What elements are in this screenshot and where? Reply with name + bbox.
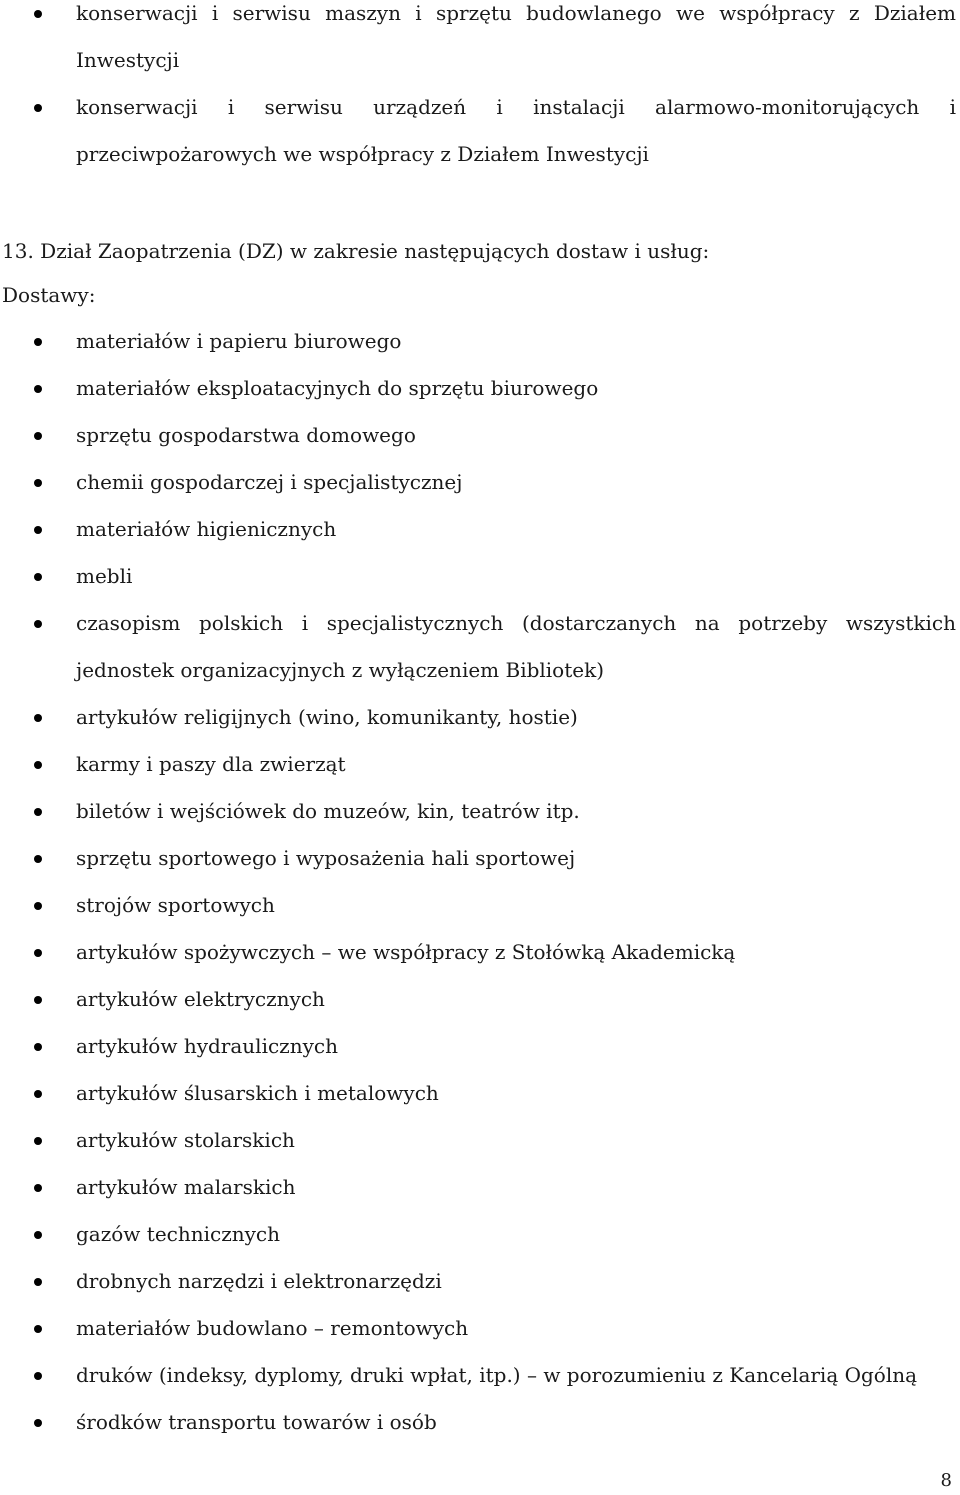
list-item: materiałów i papieru biurowego (0, 318, 960, 365)
bullet-icon (34, 10, 42, 18)
bullet-icon (34, 432, 42, 440)
bullet-icon (34, 1419, 42, 1427)
list-item: gazów technicznych (0, 1211, 960, 1258)
bullet-icon (34, 808, 42, 816)
bullet-icon (34, 902, 42, 910)
section-title: Dział Zaopatrzenia (DZ) w zakresie następujących dostaw i usług: (40, 239, 710, 263)
bullet-icon (34, 479, 42, 487)
list-item: materiałów eksploatacyjnych do sprzętu biurowego (0, 365, 960, 412)
bullet-icon (34, 1137, 42, 1145)
bullet-icon (34, 714, 42, 722)
bullet-icon (34, 1372, 42, 1380)
list-item: artykułów elektrycznych (0, 976, 960, 1023)
bullet-icon (34, 855, 42, 863)
list-item: sprzętu sportowego i wyposażenia hali sportowej (0, 835, 960, 882)
bullet-icon (34, 1184, 42, 1192)
bullet-icon (34, 949, 42, 957)
bullet-icon (34, 1325, 42, 1333)
bullet-icon (34, 1231, 42, 1239)
bullet-icon (34, 1043, 42, 1051)
bullet-icon (34, 1278, 42, 1286)
list-item: konserwacji i serwisu maszyn i sprzętu budowlanego we współpracy z Działem Inwestycji (0, 0, 960, 84)
list-item: czasopism polskich i specjalistycznych (dostarczanych na potrzeby wszystkich jednostek organizacyjnych z wyłączeniem Bibliotek) (0, 600, 960, 694)
list-item: mebli (0, 553, 960, 600)
bullet-icon (34, 104, 42, 112)
subheading-supplies: Dostawy: (2, 283, 96, 307)
bullet-icon (34, 761, 42, 769)
bullet-icon (34, 573, 42, 581)
bullet-icon (34, 385, 42, 393)
list-item: strojów sportowych (0, 882, 960, 929)
supplies-list (0, 318, 960, 1446)
list-item: artykułów stolarskich (0, 1117, 960, 1164)
list-item: drobnych narzędzi i elektronarzędzi (0, 1258, 960, 1305)
bullet-icon (34, 996, 42, 1004)
list-item: materiałów higienicznych (0, 506, 960, 553)
list-item: artykułów religijnych (wino, komunikanty, hostie) (0, 694, 960, 741)
list-item: artykułów spożywczych – we współpracy z Stołówką Akademicką (0, 929, 960, 976)
bullet-icon (34, 1090, 42, 1098)
list-item: artykułów malarskich (0, 1164, 960, 1211)
bullet-icon (34, 620, 42, 628)
page-number: 8 (940, 1470, 952, 1491)
list-item: artykułów hydraulicznych (0, 1023, 960, 1070)
list-item: materiałów budowlano – remontowych (0, 1305, 960, 1352)
bullet-icon (34, 338, 42, 346)
list-item: konserwacji i serwisu urządzeń i instalacji alarmowo-monitorujących i przeciwpożarowych we współpracy z Działem Inwestycji (0, 84, 960, 178)
list-item: druków (indeksy, dyplomy, druki wpłat, itp.) – w porozumieniu z Kancelarią Ogólną (0, 1352, 960, 1399)
list-item: karmy i paszy dla zwierząt (0, 741, 960, 788)
section-number: 13. (2, 239, 34, 263)
bullet-icon (34, 526, 42, 534)
continued-service-list (0, 0, 960, 178)
list-item: sprzętu gospodarstwa domowego (0, 412, 960, 459)
list-item: środków transportu towarów i osób (0, 1399, 960, 1446)
list-item: chemii gospodarczej i specjalistycznej (0, 459, 960, 506)
list-item: artykułów ślusarskich i metalowych (0, 1070, 960, 1117)
section-heading (2, 228, 709, 275)
list-item: biletów i wejściówek do muzeów, kin, teatrów itp. (0, 788, 960, 835)
